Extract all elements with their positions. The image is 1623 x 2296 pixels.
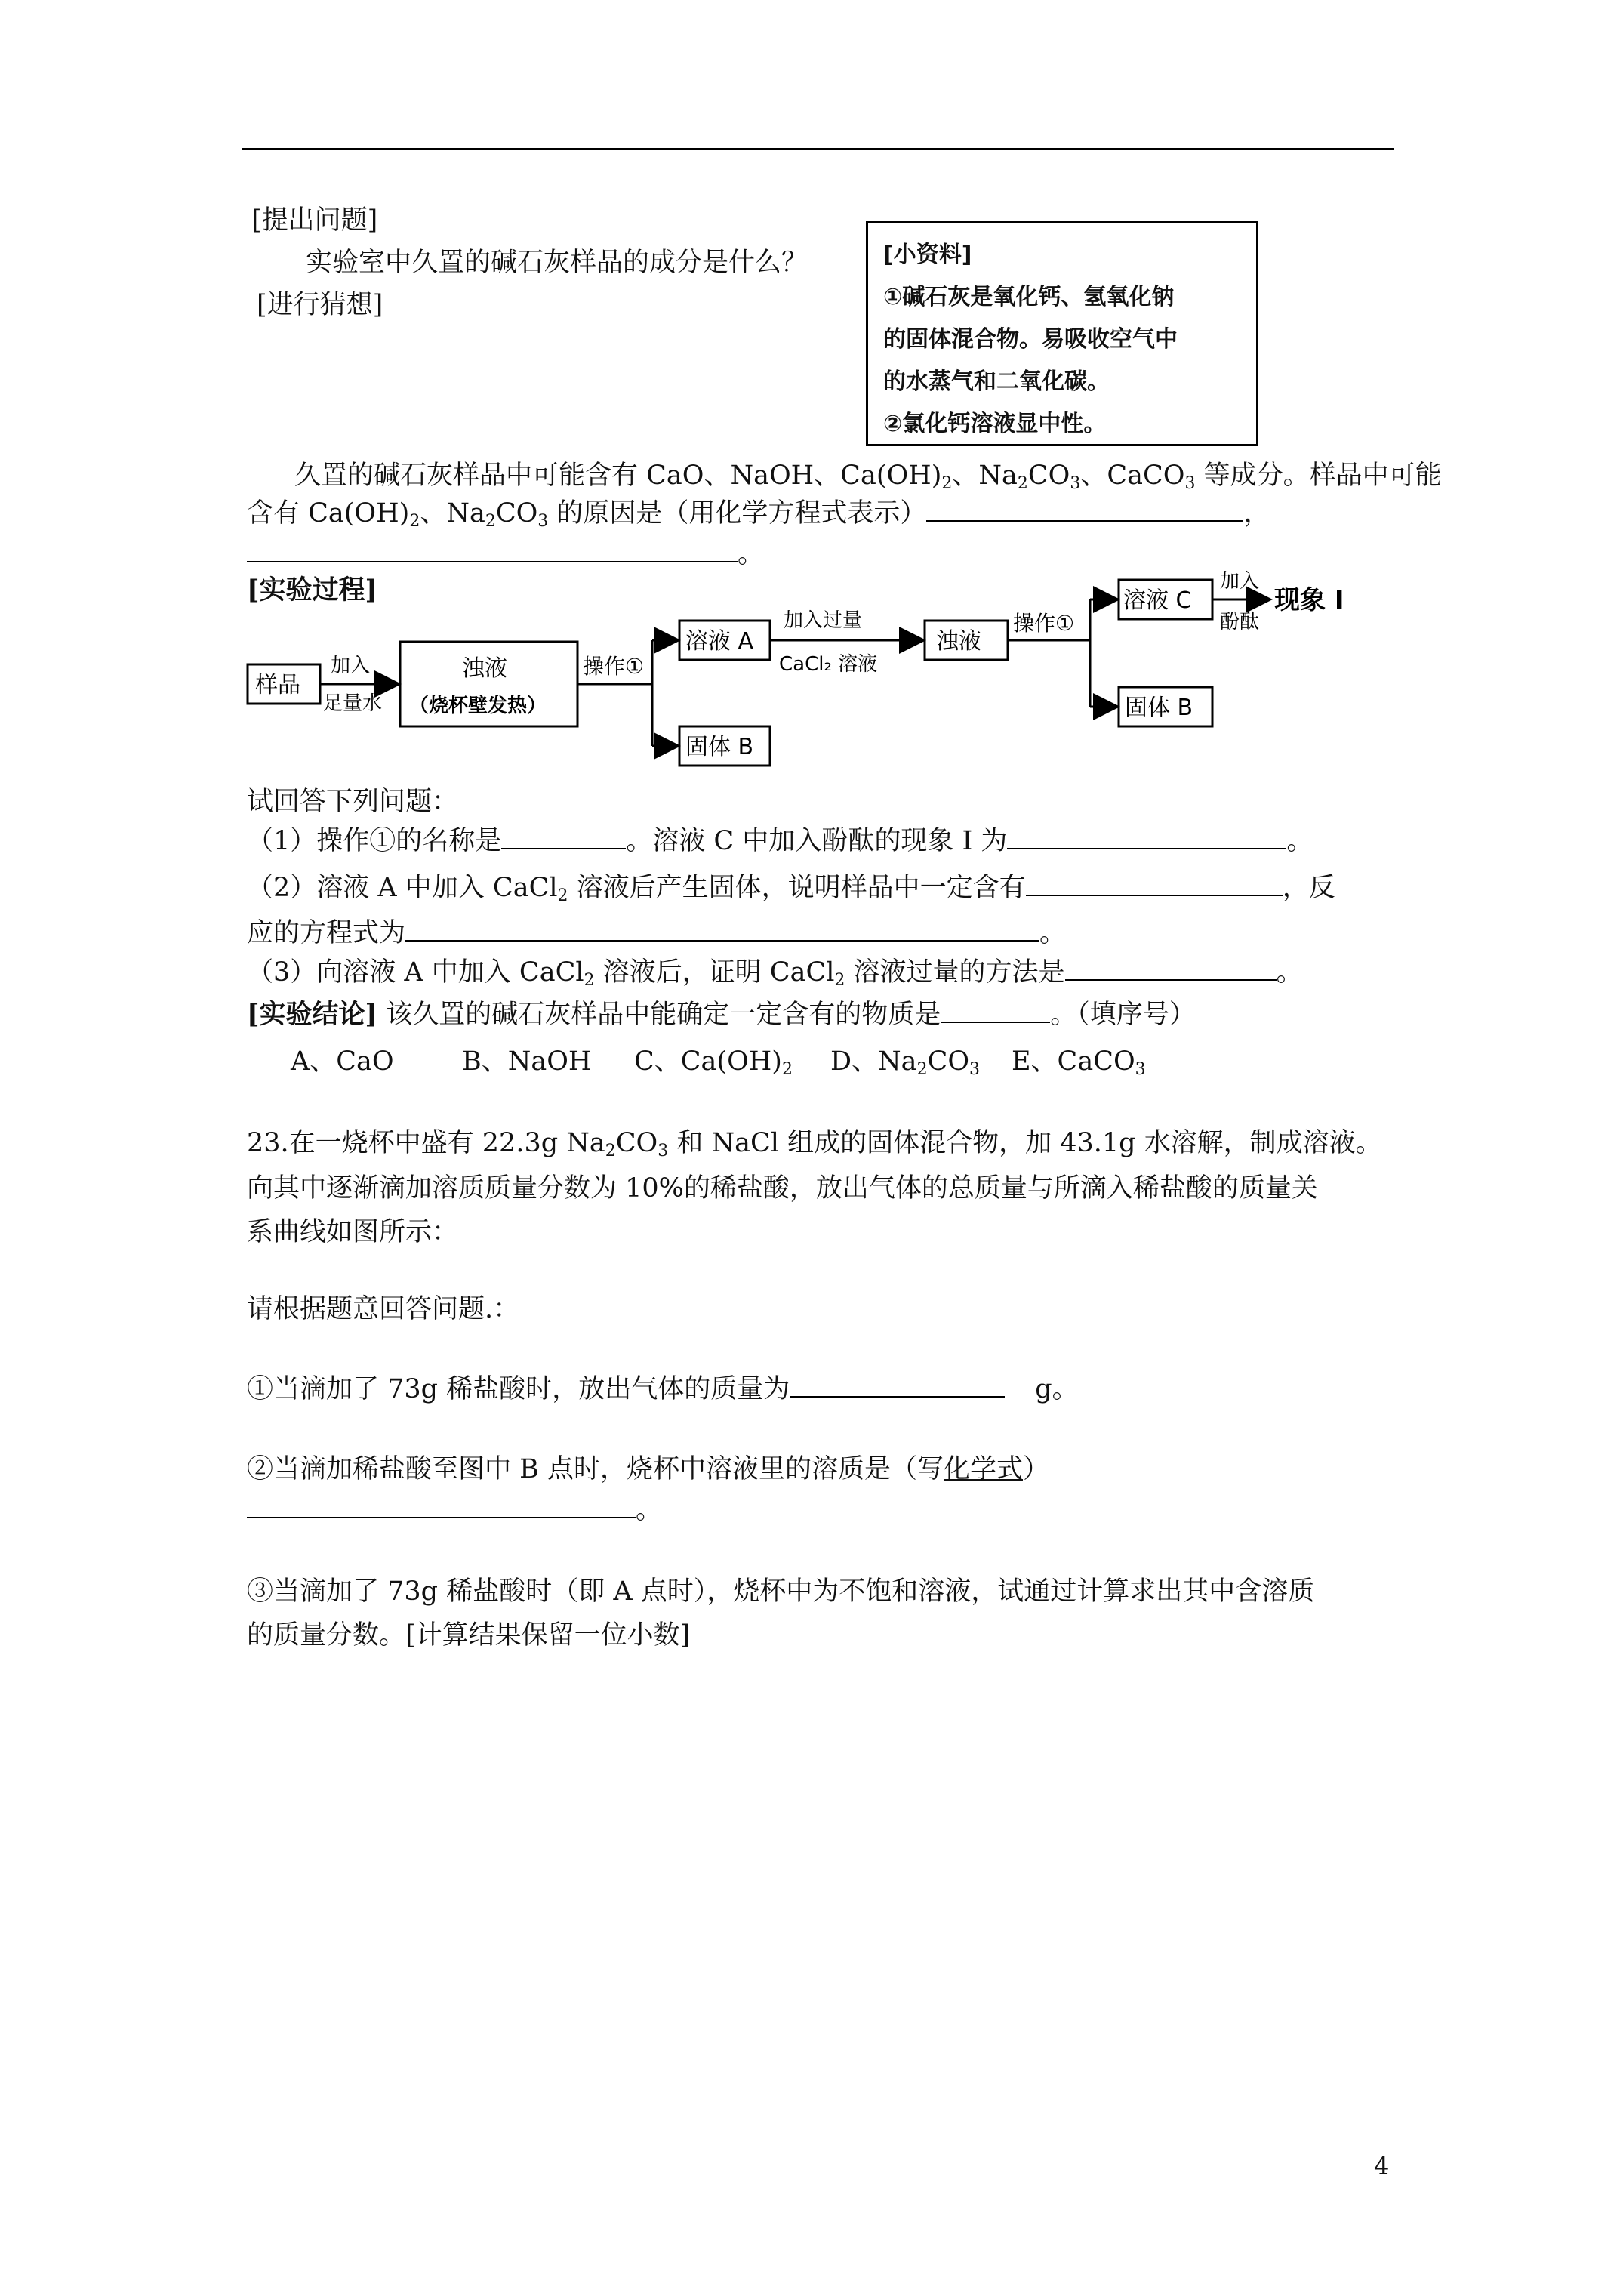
option-c: C、$Ca(OH)_2$ xyxy=(634,1046,793,1079)
answer-blank[interactable] xyxy=(1065,957,1277,981)
q23-line: 系曲线如图所示： xyxy=(247,1217,459,1247)
operation-label-2: 操作① xyxy=(1013,611,1075,636)
process-heading: [实验过程] xyxy=(247,575,378,606)
question-3: （3）向溶液 A 中加入 CaCl$_2$ 溶液后，证明 CaCl$_2$ 溶液过量的方法是 。 xyxy=(247,957,1303,990)
add-phenol-bottom: 酚酞 xyxy=(1220,611,1260,633)
option-e: E、CaCO$_3$ xyxy=(1012,1046,1146,1079)
header-rule xyxy=(242,148,1394,150)
answer-blank[interactable] xyxy=(247,538,738,562)
solution-c-label: 溶液 C xyxy=(1123,587,1192,614)
add-water-top: 加入 xyxy=(331,655,371,677)
solution-a-label: 溶液 A xyxy=(685,628,754,655)
info-line: 的水蒸气和二氧化碳。 xyxy=(883,368,1110,395)
phenomenon-label: 现象 I xyxy=(1274,585,1344,615)
solid-b-label-2: 固体 B xyxy=(1125,695,1193,721)
question-2-cont: 应的方程式为 。 xyxy=(247,918,1067,948)
solid-b-label-1: 固体 B xyxy=(685,734,754,760)
conclusion: [实验结论] 该久置的碱石灰样品中能确定一定含有的物质是 。（填序号） xyxy=(247,999,1196,1030)
turbid-label-1: 浊液 xyxy=(462,655,507,682)
info-line: ②氯化钙溶液显中性。 xyxy=(883,411,1107,437)
answer-blank[interactable] xyxy=(247,1494,636,1518)
turbid-note: （烧杯壁发热） xyxy=(409,695,547,717)
answer-blank[interactable] xyxy=(790,1373,1005,1398)
info-line: ①碱石灰是氧化钙、氢氧化钠 xyxy=(883,284,1175,310)
guess-heading: [进行猜想] xyxy=(257,290,383,320)
q23-part-3: ③当滴加了 73g 稀盐酸时（即 A 点时），烧杯中为不饱和溶液，试通过计算求出其中含溶质 xyxy=(247,1576,1315,1607)
answer-blank[interactable] xyxy=(941,999,1050,1023)
answer-blank[interactable] xyxy=(1007,825,1286,849)
info-line: 的固体混合物。易吸收空气中 xyxy=(883,326,1178,353)
option-b: B、NaOH xyxy=(462,1046,592,1077)
q23-line: 向其中逐渐滴加溶质质量分数为 10%的稀盐酸，放出气体的总质量与所滴入稀盐酸的质量关 xyxy=(247,1173,1318,1203)
q23-line: 23.在一烧杯中盛有 22.3g $Na_2CO_3$ 和 NaCl 组成的固体混合物，加 43.1g 水溶解，制成溶液。 xyxy=(247,1128,1382,1160)
answer-blank[interactable] xyxy=(926,498,1243,522)
answer-blank[interactable] xyxy=(1026,872,1283,896)
info-box xyxy=(866,221,1258,446)
answer-blank[interactable] xyxy=(501,825,626,849)
paragraph-line: 。 xyxy=(247,538,764,571)
option-a: A、CaO xyxy=(291,1046,394,1077)
add-water-bottom: 足量水 xyxy=(323,692,383,715)
add-cacl2-top: 加入过量 xyxy=(784,609,863,632)
process-flowchart xyxy=(242,566,1389,778)
q23-part-2: ②当滴加稀盐酸至图中 B 点时，烧杯中溶液里的溶质是（写化学式） xyxy=(247,1454,1050,1484)
info-title: [小资料] xyxy=(883,242,972,268)
q23-part-3-cont: 的质量分数。[计算结果保留一位小数] xyxy=(247,1620,691,1650)
operation-label-1: 操作① xyxy=(583,654,645,679)
paragraph-line: 含有 $Ca(OH)_2$、$Na_2CO_3$ 的原因是（用化学方程式表示） ， xyxy=(247,498,1270,531)
paragraph-line: 久置的碱石灰样品中可能含有 CaO、NaOH、$Ca(OH)_2$、$Na_2CO_3$、CaCO$_3$ 等成分。样品中可能 xyxy=(294,461,1442,493)
option-d: D、$Na_2CO_3$ xyxy=(830,1046,981,1079)
sample-label: 样品 xyxy=(255,672,300,698)
q23-part-2-cont: 。 xyxy=(247,1493,662,1527)
questions-intro: 试回答下列问题： xyxy=(247,787,459,817)
q23-prompt: 请根据题意回答问题.： xyxy=(247,1294,520,1324)
answer-blank[interactable] xyxy=(405,917,1039,942)
question-2: （2）溶液 A 中加入 CaCl$_2$ 溶液后产生固体，说明样品中一定含有 ，反 xyxy=(247,873,1335,905)
turbid-label-2: 浊液 xyxy=(936,628,981,655)
q23-part-1: ①当滴加了 73g 稀盐酸时，放出气体的质量为 g。 xyxy=(247,1374,1079,1404)
question-text: 实验室中久置的碱石灰样品的成分是什么？ xyxy=(306,248,808,278)
question-heading: [提出问题] xyxy=(251,205,378,236)
add-cacl2-bottom: CaCl₂ 溶液 xyxy=(779,653,878,676)
add-phenol-top: 加入 xyxy=(1220,570,1260,593)
page-number: 4 xyxy=(1374,2152,1390,2180)
question-1: （1）操作①的名称是 。溶液 C 中加入酚酞的现象 I 为 。 xyxy=(247,826,1313,856)
